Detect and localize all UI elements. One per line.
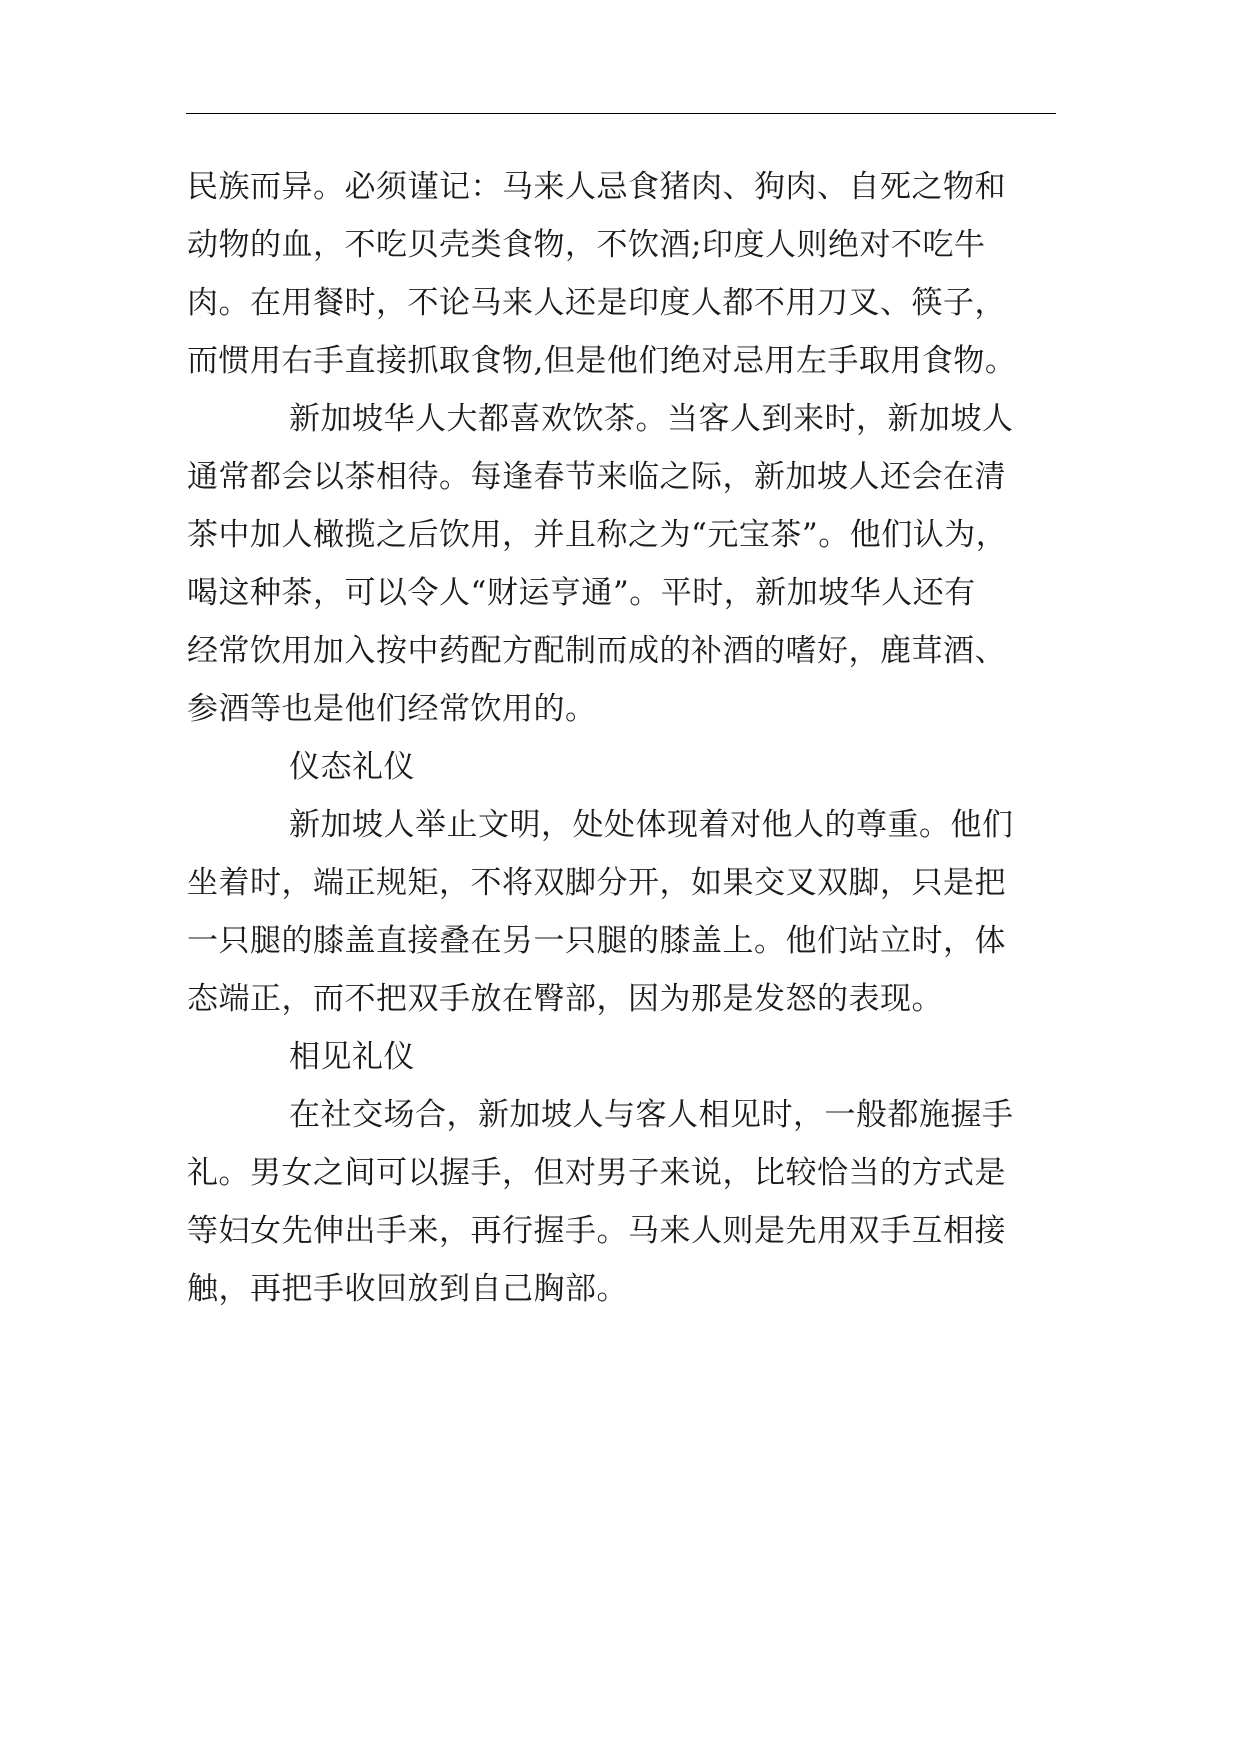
text-line: 民族而异。必须谨记：马来人忌食猪肉、狗肉、自死之物和	[187, 169, 1006, 205]
header-rule	[186, 113, 1056, 114]
text-line: 肉。在用餐时，不论马来人还是印度人都不用刀叉、筷子，	[187, 285, 1006, 321]
text-line: 触，再把手收回放到自己胸部。	[187, 1271, 628, 1307]
section-heading: 相见礼仪	[289, 1039, 415, 1075]
paragraph-first-line: 新加坡人举止文明，处处体现着对他人的尊重。他们	[289, 807, 1014, 843]
document-body	[187, 158, 1067, 1318]
text-line: 动物的血，不吃贝壳类食物，不饮酒;印度人则绝对不吃牛	[187, 227, 986, 263]
text-line: 而惯用右手直接抓取食物,但是他们绝对忌用左手取用食物。	[187, 343, 1017, 379]
text-line: 喝这种茶，可以令人“财运亨通”。平时，新加坡华人还有	[187, 575, 976, 611]
text-line: 茶中加人橄揽之后饮用，并且称之为“元宝茶”。他们认为，	[187, 517, 1008, 553]
section-heading: 仪态礼仪	[289, 749, 415, 785]
text-line: 参酒等也是他们经常饮用的。	[187, 691, 597, 727]
text-line: 经常饮用加入按中药配方配制而成的补酒的嗜好，鹿茸酒、	[187, 633, 1006, 669]
paragraph-first-line: 新加坡华人大都喜欢饮茶。当客人到来时，新加坡人	[289, 401, 1014, 437]
text-line: 态端正，而不把双手放在臀部，因为那是发怒的表现。	[187, 981, 943, 1017]
paragraph-first-line: 在社交场合，新加坡人与客人相见时，一般都施握手	[289, 1097, 1014, 1133]
text-line: 等妇女先伸出手来，再行握手。马来人则是先用双手互相接	[187, 1213, 1006, 1249]
text-line: 坐着时，端正规矩，不将双脚分开，如果交叉双脚，只是把	[187, 865, 1006, 901]
text-line: 一只腿的膝盖直接叠在另一只腿的膝盖上。他们站立时，体	[187, 923, 1006, 959]
text-line: 通常都会以茶相待。每逢春节来临之际，新加坡人还会在清	[187, 459, 1006, 495]
text-line: 礼。男女之间可以握手，但对男子来说，比较恰当的方式是	[187, 1155, 1006, 1191]
